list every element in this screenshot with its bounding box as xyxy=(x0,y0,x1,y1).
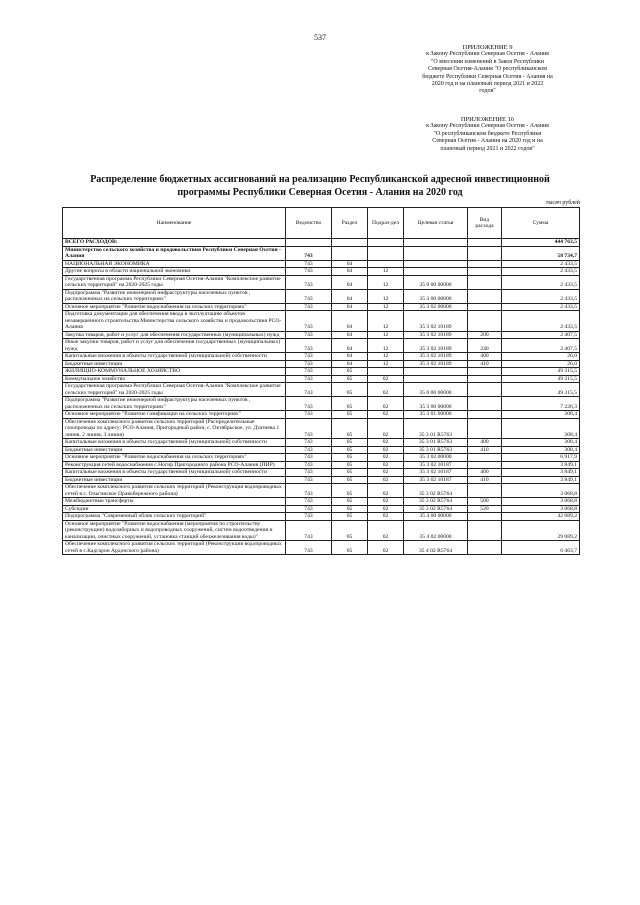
cell-section: 05 xyxy=(332,484,368,498)
cell-name: НАЦИОНАЛЬНАЯ ЭКОНОМИКА xyxy=(63,260,286,268)
cell-expense xyxy=(468,268,502,276)
table-row xyxy=(63,505,580,513)
cell-sum: 26,0 xyxy=(502,360,580,368)
cell-target: 35 4 02 R5764 xyxy=(404,541,468,555)
cell-subsection: 02 xyxy=(368,454,404,462)
cell-subsection: 02 xyxy=(368,375,404,383)
cell-target: 35 3 02 00000 xyxy=(404,303,468,311)
cell-agency: 743 xyxy=(286,454,332,462)
cell-name: Другие вопросы в области национальной экономики xyxy=(63,268,286,276)
cell-name: Основное мероприятие "Развитие водоснабжения (мероприятия по строительству (реконструкции) водозаборных и водопроводных сооружений, систем водоотведения и канализации, очистных сооружений, установка станций обезжелезивания воды)" xyxy=(63,520,286,541)
cell-name: Иные закупки товаров, работ и услуг для обеспечения государственных (муниципальных) нужд xyxy=(63,339,286,353)
table-row xyxy=(63,476,580,484)
cell-target: 35 0 00 00000 xyxy=(404,383,468,397)
cell-agency: 743 xyxy=(286,311,332,332)
cell-subsection: 02 xyxy=(368,411,404,419)
cell-subsection: 02 xyxy=(368,439,404,447)
cell-subsection: 02 xyxy=(368,520,404,541)
appendix-16-title: ПРИЛОЖЕНИЕ 16 xyxy=(460,116,515,123)
cell-sum: 308,4 xyxy=(502,418,580,439)
cell-sum: 49 315,5 xyxy=(502,375,580,383)
header-sum: Сумма xyxy=(502,208,580,239)
appendix-16-line: "О республиканском бюджете Республики xyxy=(433,130,542,137)
cell-expense xyxy=(468,260,502,268)
cell-subsection: 02 xyxy=(368,513,404,521)
cell-section xyxy=(332,239,368,247)
cell-section: 04 xyxy=(332,353,368,361)
table-row xyxy=(63,484,580,498)
table-body xyxy=(63,239,580,555)
cell-section: 04 xyxy=(332,260,368,268)
cell-sum: 3 849,1 xyxy=(502,469,580,477)
table-row xyxy=(63,268,580,276)
cell-agency xyxy=(286,239,332,247)
table-row xyxy=(63,541,580,555)
table-row xyxy=(63,368,580,376)
cell-agency: 743 xyxy=(286,541,332,555)
cell-name: Межбюджетные трансферты xyxy=(63,498,286,506)
header-name: Наименование xyxy=(63,208,286,239)
appendix-9-line: годов" xyxy=(479,88,496,95)
cell-sum: 58 734,7 xyxy=(502,246,580,260)
cell-agency: 743 xyxy=(286,353,332,361)
cell-expense xyxy=(468,541,502,555)
cell-name: Подпрограмма "Развитие инженерной инфраструктуры населенных пунктов , расположенных на сельских территориях" xyxy=(63,397,286,411)
cell-target xyxy=(404,268,468,276)
table-row xyxy=(63,303,580,311)
cell-expense: 410 xyxy=(468,446,502,454)
table-row xyxy=(63,513,580,521)
cell-agency: 743 xyxy=(286,360,332,368)
cell-sum: 3 849,1 xyxy=(502,461,580,469)
cell-section: 05 xyxy=(332,446,368,454)
cell-sum: 2 433,5 xyxy=(502,303,580,311)
cell-expense xyxy=(468,411,502,419)
cell-expense xyxy=(468,418,502,439)
cell-target: 35 3 02 10187 xyxy=(404,476,468,484)
cell-name: Основное мероприятие "Развитие водоснабжения на сельских территориях" xyxy=(63,303,286,311)
document-title-line-2: программы Республики Северная Осетия - Алания на 2020 год xyxy=(177,187,463,198)
cell-subsection: 02 xyxy=(368,476,404,484)
cell-sum: 3 068,8 xyxy=(502,505,580,513)
cell-expense: 400 xyxy=(468,353,502,361)
table-row xyxy=(63,331,580,339)
cell-expense xyxy=(468,246,502,260)
cell-sum: 2 433,5 xyxy=(502,268,580,276)
cell-subsection: 12 xyxy=(368,268,404,276)
cell-agency: 743 xyxy=(286,498,332,506)
table-row xyxy=(63,439,580,447)
cell-name: Бюджетные инвестиции xyxy=(63,360,286,368)
table-row xyxy=(63,418,580,439)
cell-target: 35 3 02 10187 xyxy=(404,461,468,469)
cell-expense: 400 xyxy=(468,469,502,477)
table-row xyxy=(63,397,580,411)
table-row xyxy=(63,383,580,397)
table-row xyxy=(63,260,580,268)
cell-target: 35 4 00 00000 xyxy=(404,513,468,521)
cell-subsection: 02 xyxy=(368,498,404,506)
cell-sum: 29 089,2 xyxy=(502,520,580,541)
cell-name: Подпрограмма "Развитие инженерной инфраструктуры населенных пунктов , расположенных на сельских территориях" xyxy=(63,289,286,303)
cell-name: Подпрограмма "Современный облик сельских территорий" xyxy=(63,513,286,521)
cell-sum: 2 433,5 xyxy=(502,275,580,289)
cell-agency: 743 xyxy=(286,505,332,513)
cell-sum: 2 433,5 xyxy=(502,311,580,332)
cell-agency: 743 xyxy=(286,397,332,411)
cell-name: Основное мероприятие "Развитие водоснабжения на сельских территориях" xyxy=(63,454,286,462)
cell-target: 35 3 02 10189 xyxy=(404,331,468,339)
cell-agency: 743 xyxy=(286,484,332,498)
cell-target: 35 3 02 R5764 xyxy=(404,484,468,498)
cell-section: 04 xyxy=(332,275,368,289)
cell-agency: 743 xyxy=(286,418,332,439)
table-row xyxy=(63,520,580,541)
cell-target: 35 0 00 00000 xyxy=(404,275,468,289)
cell-sum: 444 763,5 xyxy=(502,239,580,247)
cell-expense xyxy=(468,303,502,311)
cell-expense xyxy=(468,397,502,411)
table-header-row xyxy=(63,208,580,239)
cell-section: 04 xyxy=(332,268,368,276)
cell-subsection: 02 xyxy=(368,446,404,454)
cell-name: Государственная программа Республики Северная Осетия-Алания "Комплексное развитие сельских территорий" на 2020-2025 годы xyxy=(63,383,286,397)
cell-agency: 743 xyxy=(286,513,332,521)
appendix-9-title: ПРИЛОЖЕНИЕ 9 xyxy=(462,44,513,51)
cell-section: 05 xyxy=(332,469,368,477)
cell-subsection: 02 xyxy=(368,484,404,498)
cell-target xyxy=(404,260,468,268)
cell-sum: 3 068,8 xyxy=(502,498,580,506)
cell-sum: 26,0 xyxy=(502,353,580,361)
cell-target: 35 3 01 R5763 xyxy=(404,439,468,447)
table-row xyxy=(63,446,580,454)
cell-expense xyxy=(468,239,502,247)
table-row xyxy=(63,353,580,361)
cell-name: Обеспечение комплексного развития сельских территорий (Распределительные газопроводы по адресу: РСО-Алания, Пригородный район, с. Октябрьское, ул. Дзатиева 1 линия, 2 линия, 3 линия) xyxy=(63,418,286,439)
cell-section: 05 xyxy=(332,375,368,383)
cell-section: 05 xyxy=(332,418,368,439)
cell-agency: 743 xyxy=(286,268,332,276)
cell-sum: 42 089,2 xyxy=(502,513,580,521)
cell-target xyxy=(404,368,468,376)
cell-subsection: 02 xyxy=(368,397,404,411)
cell-agency: 743 xyxy=(286,260,332,268)
header-target: Целевая статья xyxy=(404,208,468,239)
cell-target: 35 3 02 R5764 xyxy=(404,498,468,506)
cell-target xyxy=(404,239,468,247)
cell-agency: 743 xyxy=(286,520,332,541)
cell-subsection: 02 xyxy=(368,505,404,513)
appendix-9-block xyxy=(390,44,585,96)
document-title xyxy=(90,173,550,199)
table-row xyxy=(63,375,580,383)
cell-sum: 2 407,5 xyxy=(502,331,580,339)
cell-section: 05 xyxy=(332,454,368,462)
cell-subsection: 12 xyxy=(368,289,404,303)
document-title-line-1: Распределение бюджетных ассигнований на реализацию Республиканской адресной инвестиционной xyxy=(90,174,550,185)
cell-section: 04 xyxy=(332,331,368,339)
cell-agency: 743 xyxy=(286,246,332,260)
cell-target: 35 4 02 00000 xyxy=(404,520,468,541)
cell-section: 04 xyxy=(332,339,368,353)
cell-agency: 743 xyxy=(286,368,332,376)
cell-agency: 743 xyxy=(286,339,332,353)
appendix-9-line: 2020 год и на плановый период 2021 и 2022 xyxy=(431,81,544,88)
cell-sum: 308,4 xyxy=(502,439,580,447)
cell-sum: 3 068,8 xyxy=(502,484,580,498)
cell-section: 05 xyxy=(332,461,368,469)
cell-agency: 743 xyxy=(286,331,332,339)
cell-expense xyxy=(468,454,502,462)
cell-sum: 49 315,5 xyxy=(502,383,580,397)
cell-agency: 743 xyxy=(286,469,332,477)
cell-expense xyxy=(468,513,502,521)
cell-expense xyxy=(468,375,502,383)
cell-target: 35 3 00 00000 xyxy=(404,289,468,303)
cell-subsection: 12 xyxy=(368,311,404,332)
table-row xyxy=(63,411,580,419)
cell-expense: 410 xyxy=(468,476,502,484)
cell-expense xyxy=(468,461,502,469)
cell-sum: 3 849,1 xyxy=(502,476,580,484)
table-row xyxy=(63,469,580,477)
cell-section: 05 xyxy=(332,397,368,411)
cell-section: 04 xyxy=(332,311,368,332)
page-number: 537 xyxy=(314,33,326,42)
header-agency: Ведомство xyxy=(286,208,332,239)
cell-sum: 308,4 xyxy=(502,411,580,419)
cell-subsection: 12 xyxy=(368,331,404,339)
cell-expense xyxy=(468,520,502,541)
cell-sum: 2 407,5 xyxy=(502,339,580,353)
cell-sum: 2 433,5 xyxy=(502,289,580,303)
cell-subsection: 12 xyxy=(368,360,404,368)
table-row xyxy=(63,311,580,332)
cell-expense: 400 xyxy=(468,439,502,447)
cell-agency: 743 xyxy=(286,375,332,383)
cell-subsection xyxy=(368,260,404,268)
table-row xyxy=(63,360,580,368)
appendix-9-line: "О внесении изменений в Закон Республики xyxy=(430,58,545,65)
appendix-16-line: к Закону Республики Северная Осетия - Алания xyxy=(426,123,549,130)
cell-agency: 743 xyxy=(286,275,332,289)
cell-target: 35 3 02 R5764 xyxy=(404,505,468,513)
cell-expense: 200 xyxy=(468,331,502,339)
cell-target: 35 3 01 00000 xyxy=(404,411,468,419)
cell-name: Капитальные вложения в объекты государственной (муниципальной) собственности xyxy=(63,469,286,477)
cell-section: 05 xyxy=(332,439,368,447)
cell-sum: 6 917,9 xyxy=(502,454,580,462)
cell-name: Реконструкция сетей водоснабжения с.Ногир Пригородного района РСО-Алания (ПИР) xyxy=(63,461,286,469)
cell-section: 05 xyxy=(332,411,368,419)
cell-target: 35 3 02 10189 xyxy=(404,353,468,361)
cell-subsection: 02 xyxy=(368,469,404,477)
cell-expense xyxy=(468,383,502,397)
cell-name: Капитальные вложения в объекты государственной (муниципальной) собственности xyxy=(63,439,286,447)
appendix-9-line: к Закону Республики Северная Осетия - Алания xyxy=(426,51,549,58)
cell-sum: 2 433,5 xyxy=(502,260,580,268)
cell-section: 05 xyxy=(332,368,368,376)
cell-subsection: 12 xyxy=(368,303,404,311)
appendix-16-line: Северная Осетия - Алания на 2020 год и на xyxy=(432,138,543,145)
cell-expense: 410 xyxy=(468,360,502,368)
cell-expense: 240 xyxy=(468,339,502,353)
cell-sum: 308,4 xyxy=(502,446,580,454)
unit-label: тысяч рублей xyxy=(545,200,580,206)
table-row xyxy=(63,246,580,260)
cell-subsection: 12 xyxy=(368,353,404,361)
cell-name: ЖИЛИЩНО-КОММУНАЛЬНОЕ ХОЗЯЙСТВО xyxy=(63,368,286,376)
cell-subsection: 12 xyxy=(368,339,404,353)
cell-target: 35 3 02 10189 xyxy=(404,339,468,353)
cell-expense xyxy=(468,311,502,332)
cell-expense xyxy=(468,368,502,376)
cell-target: 35 3 02 00000 xyxy=(404,454,468,462)
cell-subsection: 02 xyxy=(368,461,404,469)
cell-target xyxy=(404,375,468,383)
cell-section: 05 xyxy=(332,476,368,484)
cell-section: 05 xyxy=(332,505,368,513)
cell-agency: 743 xyxy=(286,303,332,311)
cell-agency: 743 xyxy=(286,289,332,303)
cell-target: 35 3 02 10187 xyxy=(404,469,468,477)
cell-target xyxy=(404,246,468,260)
cell-subsection: 02 xyxy=(368,541,404,555)
cell-section xyxy=(332,246,368,260)
cell-expense: 520 xyxy=(468,505,502,513)
table-row xyxy=(63,339,580,353)
cell-agency: 743 xyxy=(286,446,332,454)
cell-target: 35 3 01 R5763 xyxy=(404,418,468,439)
cell-agency: 743 xyxy=(286,476,332,484)
cell-target: 35 3 02 10189 xyxy=(404,360,468,368)
table-row xyxy=(63,289,580,303)
cell-section: 05 xyxy=(332,520,368,541)
cell-name: Коммунальное хозяйство xyxy=(63,375,286,383)
cell-section: 04 xyxy=(332,360,368,368)
appendix-9-line: бюджете Республики Северная Осетия - Алания на xyxy=(422,73,553,80)
cell-subsection xyxy=(368,239,404,247)
cell-name: Бюджетные инвестиции xyxy=(63,476,286,484)
cell-section: 04 xyxy=(332,303,368,311)
appendix-16-line: плановый период 2021 и 2022 годов" xyxy=(440,145,535,152)
cell-agency: 743 xyxy=(286,461,332,469)
cell-section: 04 xyxy=(332,289,368,303)
appendix-9-line: Северная Осетия-Алания "О республиканском xyxy=(428,66,547,73)
cell-subsection: 12 xyxy=(368,275,404,289)
cell-name: Обеспечение комплексного развития сельских территорий (Реконструкция водопроводных сетей в с.Кадгарон Ардонского района) xyxy=(63,541,286,555)
cell-name: ВСЕГО РАСХОДОВ: xyxy=(63,239,286,247)
cell-sum: 6 463,7 xyxy=(502,541,580,555)
cell-target: 35 3 00 00000 xyxy=(404,397,468,411)
cell-agency: 743 xyxy=(286,439,332,447)
cell-section: 05 xyxy=(332,383,368,397)
cell-name: Субсидии xyxy=(63,505,286,513)
table-row xyxy=(63,498,580,506)
cell-subsection: 02 xyxy=(368,418,404,439)
cell-subsection xyxy=(368,368,404,376)
table-row xyxy=(63,239,580,247)
header-expense: Вид расхода xyxy=(468,208,502,239)
cell-expense: 500 xyxy=(468,498,502,506)
cell-subsection: 02 xyxy=(368,383,404,397)
cell-section: 05 xyxy=(332,541,368,555)
cell-name: Закупка товаров, работ и услуг для обеспечения государственных (муниципальных) нужд xyxy=(63,331,286,339)
cell-name: Основное мероприятие "Развитие газификации на сельских территориях" xyxy=(63,411,286,419)
allocation-table xyxy=(62,207,580,555)
header-section: Раздел xyxy=(332,208,368,239)
table-row xyxy=(63,275,580,289)
cell-name: Министерство сельского хозяйства и продовольствия Республики Северная Осетия - Алания xyxy=(63,246,286,260)
cell-target: 35 3 02 10189 xyxy=(404,311,468,332)
header-subsection: Подраз-дел xyxy=(368,208,404,239)
table-row xyxy=(63,461,580,469)
cell-section: 05 xyxy=(332,513,368,521)
cell-name: Государственная программа Республики Северная Осетия-Алания "Комплексное развитие сельских территорий" на 2020-2025 годы xyxy=(63,275,286,289)
cell-expense xyxy=(468,484,502,498)
cell-sum: 7 226,3 xyxy=(502,397,580,411)
cell-target: 35 3 01 R5763 xyxy=(404,446,468,454)
table-row xyxy=(63,454,580,462)
cell-expense xyxy=(468,275,502,289)
cell-agency: 743 xyxy=(286,411,332,419)
cell-sum: 49 315,5 xyxy=(502,368,580,376)
cell-name: Капитальные вложения в объекты государственной (муниципальной) собственности xyxy=(63,353,286,361)
appendix-16-block xyxy=(390,116,585,153)
cell-name: Подготовка документации для обеспечения ввода в эксплуатацию объектов незавершенного строительства Министерства сельского хозяйства и продовольствия РСО-Алания xyxy=(63,311,286,332)
cell-name: Обеспечение комплексного развития сельских территорий (Реконструкция водопроводных сетей в с. Ольгинское Правобережного района) xyxy=(63,484,286,498)
cell-section: 05 xyxy=(332,498,368,506)
cell-expense xyxy=(468,289,502,303)
cell-name: Бюджетные инвестиции xyxy=(63,446,286,454)
cell-agency: 743 xyxy=(286,383,332,397)
cell-subsection xyxy=(368,246,404,260)
